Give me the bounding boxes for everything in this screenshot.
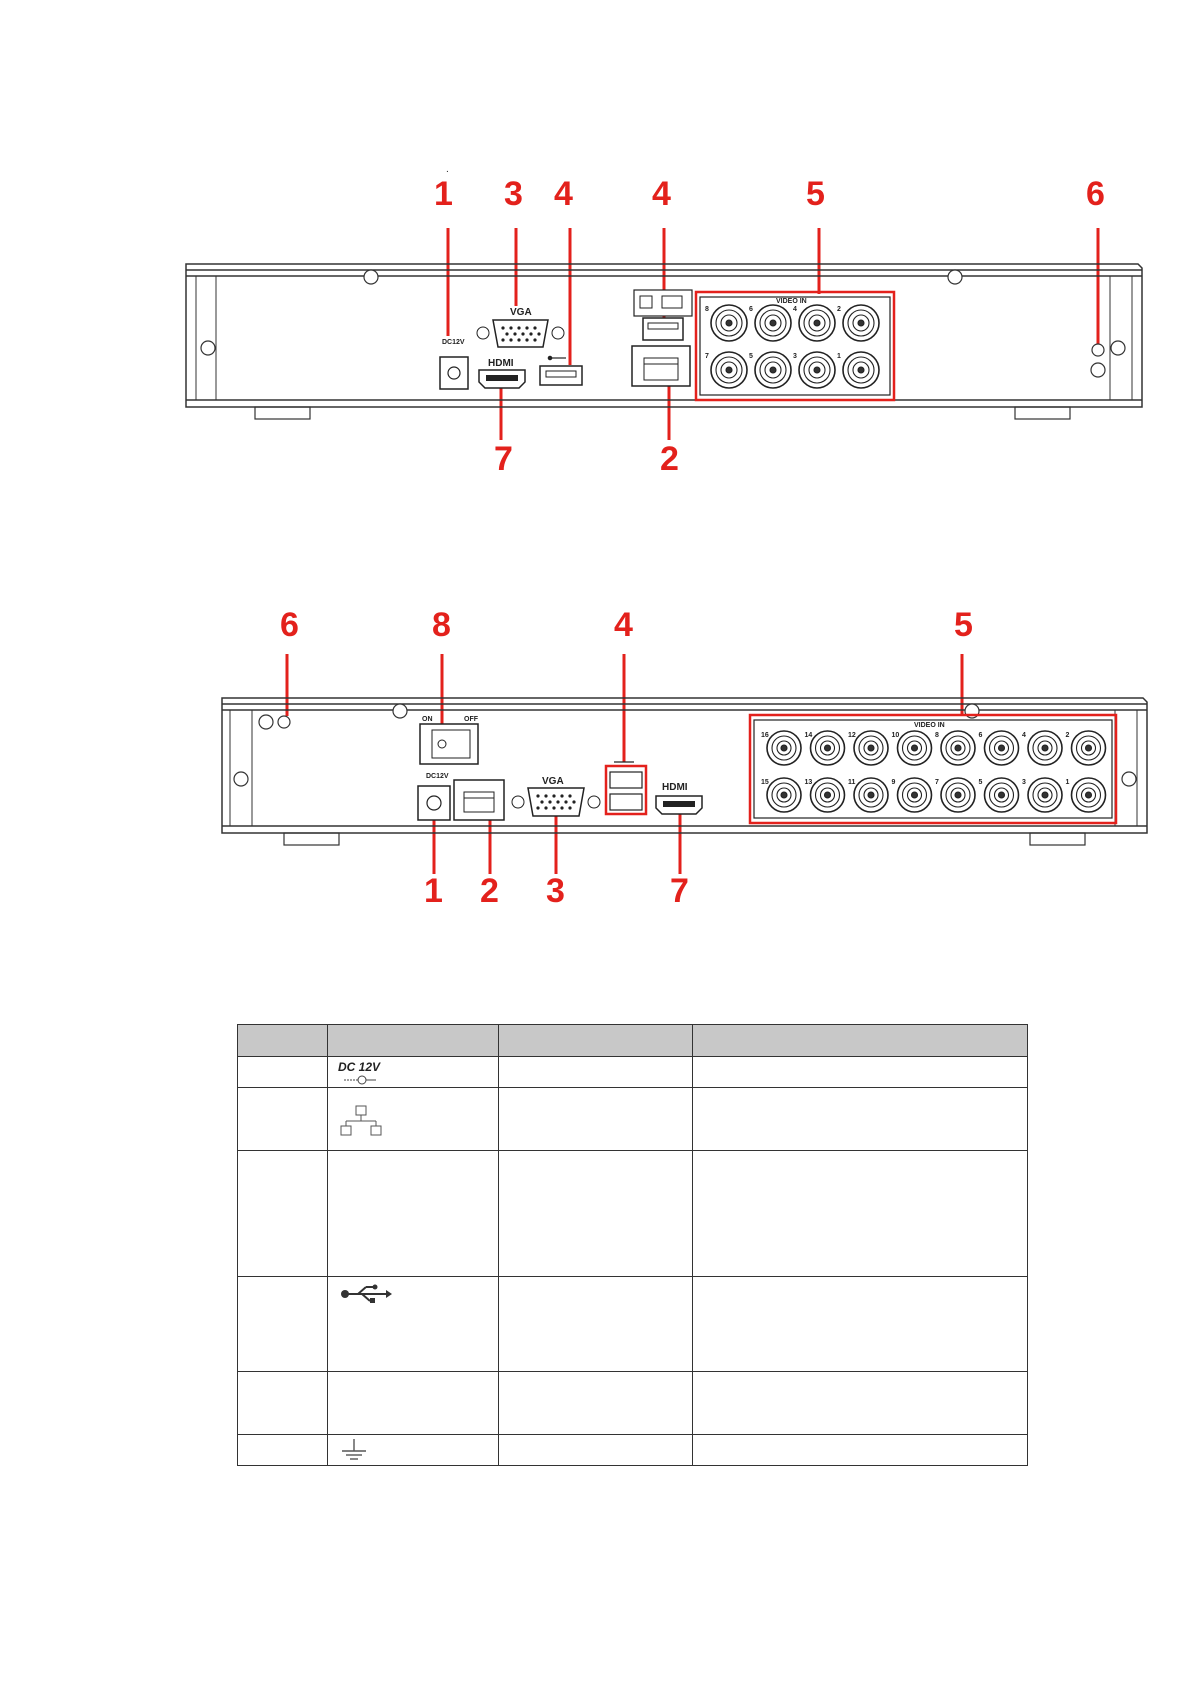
hdmi-label-16ch: HDMI (662, 782, 688, 793)
video-in-label-16ch: VIDEO IN (914, 722, 945, 729)
bnc-video-input[interactable] (979, 778, 1019, 812)
bnc-channel-label: 8 (705, 306, 709, 313)
table-row (238, 1088, 1028, 1151)
bnc-channel-label: 14 (804, 732, 813, 739)
bnc-video-input[interactable] (749, 352, 791, 388)
callout-1b: 1 (424, 872, 443, 910)
dc-power-jack[interactable] (440, 357, 468, 389)
bnc-channel-label: 16 (761, 732, 769, 739)
switch-on-label: ON (422, 716, 433, 723)
callout-1: 1 (434, 175, 453, 213)
table-row (238, 1277, 1028, 1372)
lan-port-16ch[interactable] (454, 780, 504, 820)
bnc-video-input[interactable] (761, 778, 801, 812)
header-cell (693, 1025, 1028, 1057)
rear-panel-16ch (222, 606, 1147, 910)
bnc-channel-label: 3 (793, 353, 797, 360)
bnc-channel-label: 3 (1022, 779, 1026, 786)
bnc-channel-label: 1 (837, 353, 841, 360)
bnc-channel-label: 5 (978, 779, 983, 786)
bnc-video-input[interactable] (805, 778, 845, 812)
bnc-channel-label: 11 (848, 779, 856, 786)
rear-panel-8ch (186, 164, 1142, 478)
bnc-video-input[interactable] (837, 305, 879, 341)
switch-off-label: OFF (464, 716, 478, 723)
header-cell (499, 1025, 693, 1057)
bnc-channel-label: 2 (837, 306, 841, 313)
dc-12v-text: DC 12V (338, 1060, 381, 1074)
bnc-channel-label: 4 (1022, 732, 1026, 739)
bnc-channel-label: 12 (848, 732, 856, 739)
hdmi-label: HDMI (488, 358, 514, 369)
bnc-video-input[interactable] (935, 778, 975, 812)
lan-usb-block (632, 290, 692, 386)
table-row (238, 1057, 1028, 1088)
vga-label: VGA (510, 307, 532, 318)
bnc-channel-label: 6 (978, 732, 983, 739)
bnc-channel-label: 9 (891, 779, 896, 786)
bnc-video-input[interactable] (892, 731, 932, 765)
bnc-channel-label: 10 (891, 732, 900, 739)
power-switch[interactable] (420, 716, 479, 764)
callout-4c: 4 (614, 606, 633, 644)
vga-label-16ch: VGA (542, 776, 564, 787)
hdmi-port-16ch[interactable] (656, 796, 702, 814)
callout-8: 8 (432, 606, 451, 644)
bnc-video-input[interactable] (705, 352, 747, 388)
bnc-channel-label: 13 (804, 779, 813, 786)
bnc-video-input[interactable] (1022, 778, 1062, 812)
table-row (238, 1435, 1028, 1466)
callout-5b: 5 (954, 606, 973, 644)
bnc-video-input[interactable] (749, 305, 791, 341)
bnc-video-input[interactable] (793, 352, 835, 388)
usb-icon (548, 356, 566, 360)
table-row (238, 1151, 1028, 1277)
dc-power-jack-16ch[interactable] (418, 786, 450, 820)
callout-2: 2 (660, 440, 679, 478)
spec-table (237, 1024, 1028, 1466)
dc-label-16ch: DC12V (426, 773, 449, 780)
dc-12v-power-icon (338, 1059, 398, 1087)
video-in-label-8ch: VIDEO IN (776, 298, 807, 305)
callout-3: 3 (504, 175, 523, 213)
bnc-video-input[interactable] (1066, 731, 1106, 765)
callout-5: 5 (806, 175, 825, 213)
ground-icon (340, 1437, 370, 1463)
header-cell (328, 1025, 499, 1057)
header-cell (238, 1025, 328, 1057)
callout-6: 6 (1086, 175, 1105, 213)
vga-port-16ch[interactable] (512, 788, 600, 816)
hdmi-port[interactable] (479, 370, 525, 388)
callout-3b: 3 (546, 872, 565, 910)
bnc-video-input[interactable] (761, 731, 801, 765)
leader-lines-16ch (287, 654, 962, 874)
bnc-channel-label: 8 (935, 732, 939, 739)
bnc-channel-label: 4 (793, 306, 797, 313)
callout-4a: 4 (554, 175, 573, 213)
bnc-channel-label: 6 (749, 306, 753, 313)
dc-label: DC12V (442, 339, 465, 346)
bnc-video-input[interactable] (805, 731, 845, 765)
callout-2b: 2 (480, 872, 499, 910)
bnc-video-input[interactable] (892, 778, 932, 812)
usb-ports-16ch[interactable] (606, 762, 646, 814)
table-header (238, 1025, 1028, 1057)
bnc-video-input[interactable] (848, 778, 888, 812)
table-row (238, 1372, 1028, 1435)
bnc-video-input[interactable] (1066, 778, 1106, 812)
bnc-grid-8ch (705, 305, 879, 388)
bnc-channel-label: 7 (705, 353, 709, 360)
bnc-video-input[interactable] (793, 305, 835, 341)
callout-7: 7 (494, 440, 513, 478)
callout-6b: 6 (280, 606, 299, 644)
bnc-video-input[interactable] (1022, 731, 1062, 765)
bnc-channel-label: 15 (761, 779, 769, 786)
callout-4b: 4 (652, 175, 671, 213)
bnc-channel-label: 1 (1065, 779, 1070, 786)
bnc-video-input[interactable] (848, 731, 888, 765)
vga-port[interactable] (477, 320, 564, 347)
bnc-channel-label: 7 (935, 779, 939, 786)
bnc-video-input[interactable] (837, 352, 879, 388)
callout-7b: 7 (670, 872, 689, 910)
bnc-channel-label: 2 (1065, 732, 1070, 739)
bnc-video-input[interactable] (935, 731, 975, 765)
usb-icon (340, 1283, 392, 1305)
svg-text:.: . (446, 164, 449, 175)
bnc-video-input[interactable] (705, 305, 747, 341)
bnc-video-input[interactable] (979, 731, 1019, 765)
bnc-channel-label: 5 (749, 353, 753, 360)
network-port-icon (340, 1104, 384, 1138)
bnc-grid-16ch (761, 731, 1106, 812)
